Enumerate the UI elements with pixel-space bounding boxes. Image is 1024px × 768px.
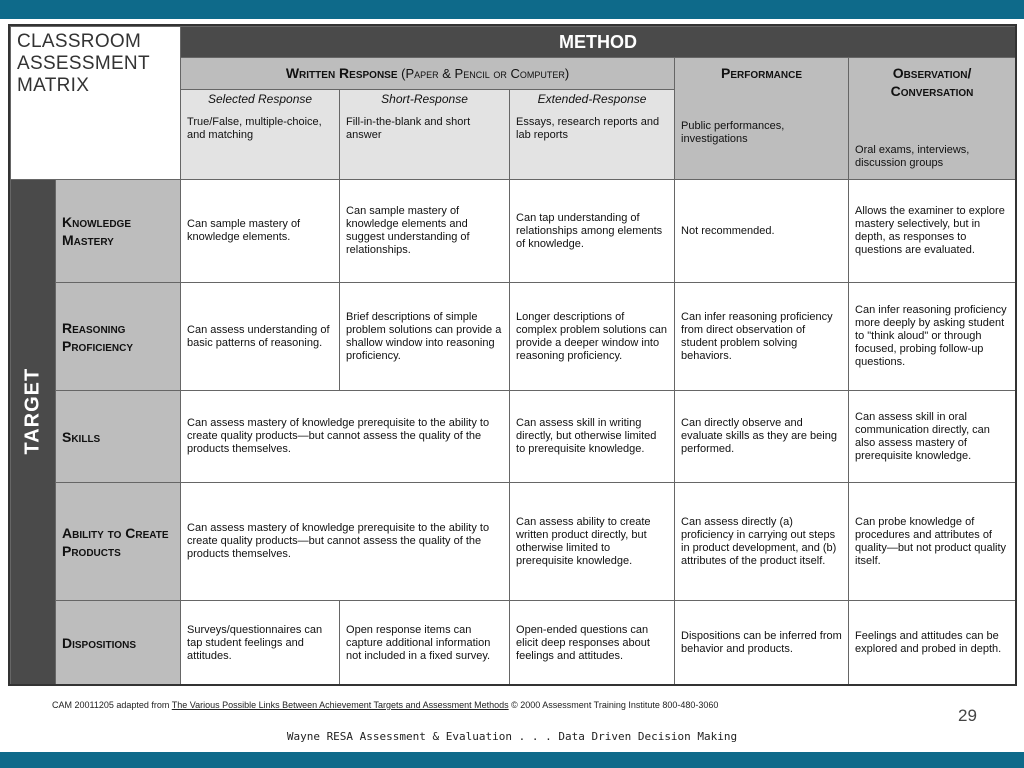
- cell-reasoning-performance: Can infer reasoning proficiency from direct observation of student problem solving behaviors.: [675, 283, 849, 391]
- performance-name: Performance: [721, 65, 803, 81]
- subcolumn-title: Selected Response: [207, 92, 313, 106]
- footer-tagline: Wayne RESA Assessment & Evaluation . . . Data Driven Decision Making: [286, 730, 738, 743]
- cell-dispositions-selected: Surveys/questionnaires can tap student feelings and attitudes.: [181, 601, 340, 686]
- cell-skills-performance: Can directly observe and evaluate skills as they are being performed.: [675, 391, 849, 483]
- cell-knowledge-observation: Allows the examiner to explore mastery selectively, but in depth, as responses to questions are evaluated.: [849, 180, 1016, 283]
- cell-products-selected-short: Can assess mastery of knowledge prerequisite to the ability to create quality products—but cannot assess the quality of the products themselves.: [181, 483, 510, 601]
- observation-desc: Oral exams, interviews, discussion groups: [855, 144, 970, 169]
- cell-dispositions-extended: Open-ended questions can elicit deep responses about feelings and attitudes.: [510, 601, 675, 686]
- cell-reasoning-extended: Longer descriptions of complex problem solutions can provide a deeper window into reasoning proficiency.: [510, 283, 675, 391]
- cell-skills-extended: Can assess skill in writing directly, but otherwise limited to prerequisite knowledge.: [510, 391, 675, 483]
- cell-skills-observation: Can assess skill in oral communication directly, can also assess mastery of prerequisite knowledge.: [849, 391, 1016, 483]
- citation-suffix: © 2000 Assessment Training Institute 800-480-3060: [511, 700, 719, 710]
- cell-products-performance: Can assess directly (a) proficiency in carrying out steps in product development, and (b) attributes of the product itself.: [675, 483, 849, 601]
- row-label-reasoning: Reasoning Proficiency: [56, 283, 181, 391]
- matrix-title: CLASSROOM ASSESSMENT MATRIX: [11, 27, 181, 180]
- subcolumn-title: Extended-Response: [537, 92, 647, 106]
- top-accent-bar: [0, 0, 1024, 19]
- cell-dispositions-short: Open response items can capture additional information not included in a fixed survey.: [340, 601, 510, 686]
- cell-products-extended: Can assess ability to create written product directly, but otherwise limited to prerequisite knowledge.: [510, 483, 675, 601]
- cell-reasoning-observation: Can infer reasoning proficiency more deeply by asking student to "think aloud" or through focused, probing follow-up questions.: [849, 283, 1016, 391]
- written-response-qualifier: (Paper & Pencil or Computer): [401, 66, 570, 81]
- written-response-name: Written Response: [285, 65, 398, 81]
- cell-knowledge-extended: Can tap understanding of relationships among elements of knowledge.: [510, 180, 675, 283]
- cell-dispositions-performance: Dispositions can be inferred from behavior and products.: [675, 601, 849, 686]
- bottom-accent-bar: [0, 752, 1024, 768]
- citation-source-title: The Various Possible Links Between Achievement Targets and Assessment Methods: [171, 700, 509, 710]
- subcolumn-desc: True/False, multiple-choice, and matching: [187, 116, 322, 141]
- target-text: TARGET: [21, 367, 44, 455]
- citation-footer: [52, 700, 718, 710]
- page-number: 29: [958, 706, 977, 725]
- cell-reasoning-short: Brief descriptions of simple problem solutions can provide a shallow window into reasoning proficiency.: [340, 283, 510, 391]
- row-label-skills: Skills: [56, 391, 181, 483]
- cell-knowledge-performance: Not recommended.: [675, 180, 849, 283]
- matrix-frame: [8, 24, 1017, 686]
- cell-knowledge-short: Can sample mastery of knowledge elements and suggest understanding of relationships.: [340, 180, 510, 283]
- row-label-knowledge: Knowledge Mastery: [56, 180, 181, 283]
- observation-name: Observation/ Conversation: [890, 65, 974, 99]
- row-label-products: Ability to Create Products: [56, 483, 181, 601]
- cell-skills-selected-short: Can assess mastery of knowledge prerequisite to the ability to create quality products—but cannot assess the quality of the products themselves.: [181, 391, 510, 483]
- method-header: METHOD: [181, 27, 1016, 58]
- subcolumn-desc: Essays, research reports and lab reports: [516, 116, 660, 141]
- citation-prefix: CAM 20011205 adapted from: [52, 700, 170, 710]
- cell-dispositions-observation: Feelings and attitudes can be explored and probed in depth.: [849, 601, 1016, 686]
- cell-products-observation: Can probe knowledge of procedures and attributes of quality—but not product quality itself.: [849, 483, 1016, 601]
- subcolumn-desc: Fill-in-the-blank and short answer: [346, 116, 471, 141]
- cell-reasoning-selected: Can assess understanding of basic patterns of reasoning.: [181, 283, 340, 391]
- performance-desc: Public performances, investigations: [681, 120, 785, 145]
- subcolumn-title: Short-Response: [381, 92, 468, 106]
- cell-knowledge-selected: Can sample mastery of knowledge elements.: [181, 180, 340, 283]
- row-label-dispositions: Dispositions: [56, 601, 181, 686]
